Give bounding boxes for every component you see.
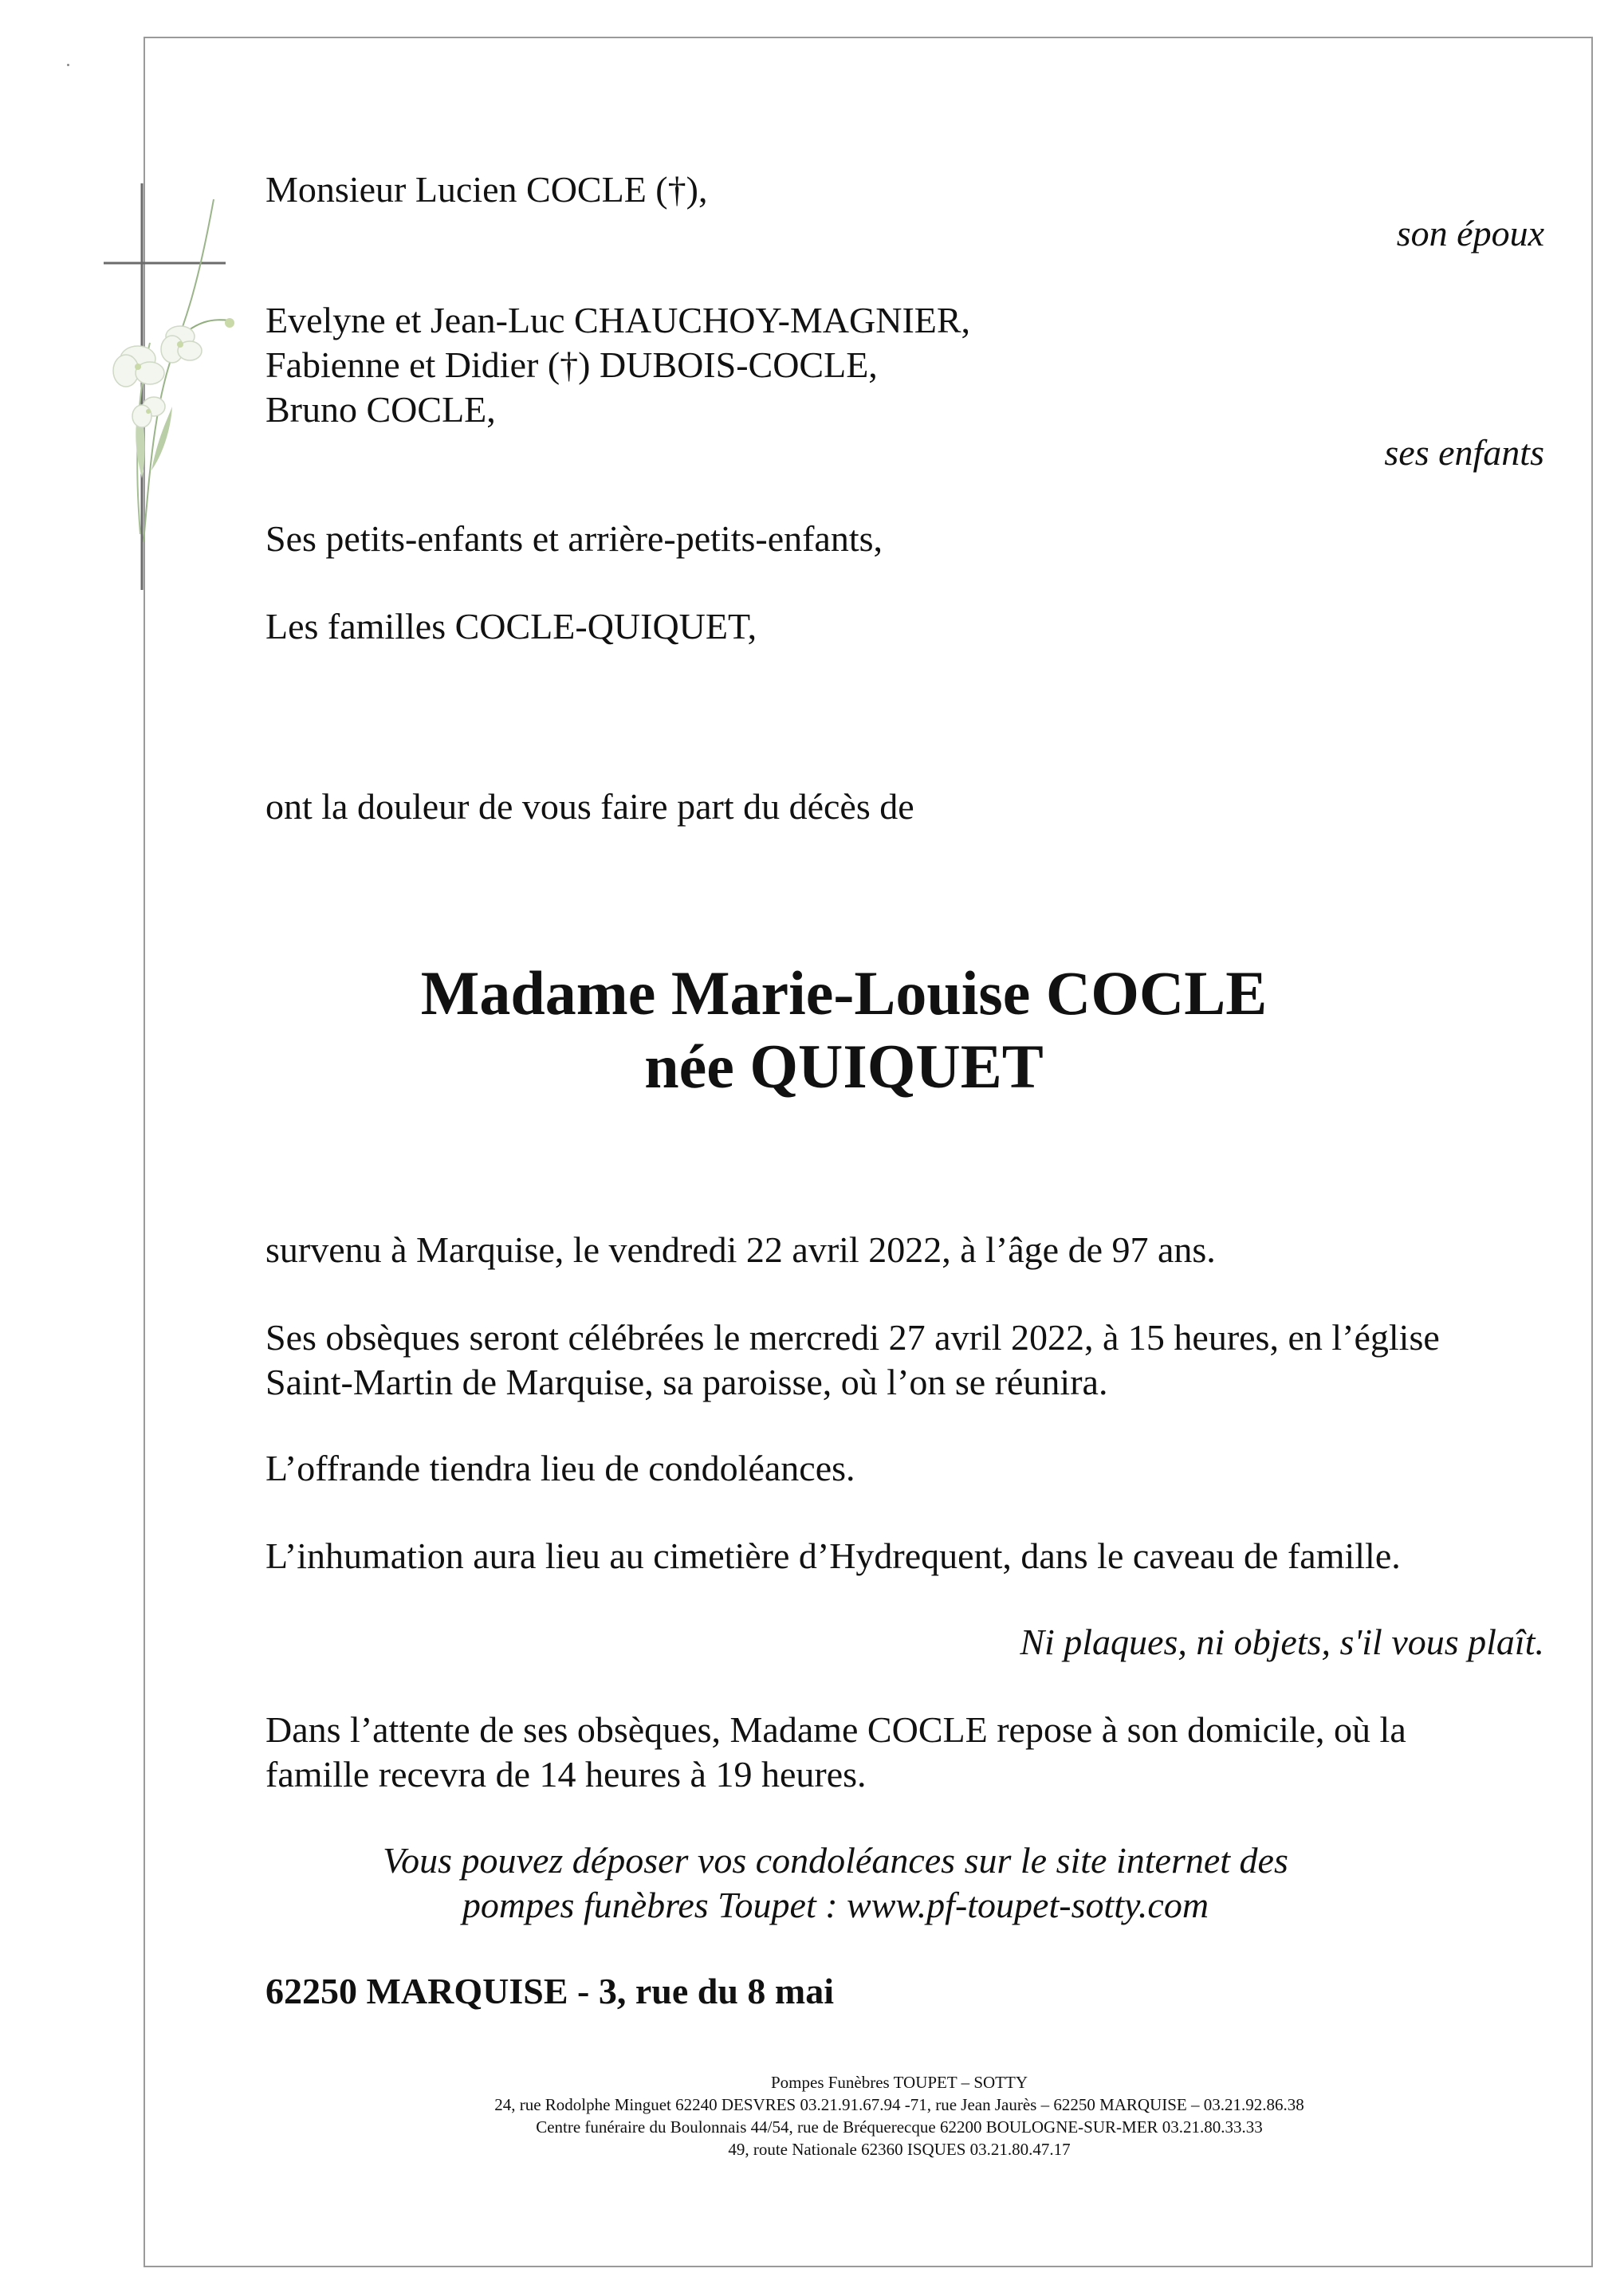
rest-line-1: Dans l’attente de ses obsèques, Madame COCLE repose à son domicile, où la	[265, 1709, 1406, 1750]
rest-line-2: famille recevra de 14 heures à 19 heures.	[265, 1754, 867, 1795]
footer-line-1: 24, rue Rodolphe Minguet 62240 DESVRES 03.21.91.67.94 -71, rue Jean Jaurès – 62250 MARQUISE – 03.21.92.86.38	[494, 2095, 1304, 2114]
husband-line: Monsieur Lucien COCLE (†),	[265, 169, 708, 210]
footer-line-3: 49, route Nationale 62360 ISQUES 03.21.80.47.17	[728, 2140, 1071, 2159]
death-details: survenu à Marquise, le vendredi 22 avril 2022, à l’âge de 97 ans.	[265, 1229, 1216, 1270]
grandchildren-line: Ses petits-enfants et arrière-petits-enfants,	[265, 518, 883, 559]
offering-line: L’offrande tiendra lieu de condoléances.	[265, 1448, 855, 1488]
children-role: ses enfants	[1384, 432, 1544, 473]
cross-flower-icon	[94, 167, 254, 598]
announcement: ont la douleur de vous faire part du décès de	[265, 786, 914, 827]
burial-line: L’inhumation aura lieu au cimetière d’Hydrequent, dans le caveau de famille.	[265, 1535, 1401, 1576]
scan-speck	[67, 64, 69, 66]
condolences-line-2: pompes funèbres Toupet : www.pf-toupet-sotty.com	[462, 1885, 1209, 1925]
footer-company: Pompes Funèbres TOUPET – SOTTY	[770, 2073, 1028, 2092]
funeral-line-2: Saint-Martin de Marquise, sa paroisse, où l’on se réunira.	[265, 1362, 1108, 1402]
child-line-2: Fabienne et Didier (†) DUBOIS-COCLE,	[265, 344, 878, 385]
deceased-maiden-name: née QUIQUET	[644, 1032, 1044, 1101]
families-line: Les familles COCLE-QUIQUET,	[265, 606, 757, 647]
footer-line-2: Centre funéraire du Boulonnais 44/54, rue de Bréquerecque 62200 BOULOGNE-SUR-MER 03.21.80.33.33	[536, 2117, 1263, 2137]
husband-role: son époux	[1396, 213, 1544, 254]
no-plaques-line: Ni plaques, ni objets, s'il vous plaît.	[1020, 1622, 1544, 1662]
address-line: 62250 MARQUISE - 3, rue du 8 mai	[265, 1971, 835, 2011]
deceased-name: Madame Marie-Louise COCLE	[420, 958, 1268, 1028]
funeral-line-1: Ses obsèques seront célébrées le mercredi 27 avril 2022, à 15 heures, en l’église	[265, 1317, 1440, 1358]
child-line-1: Evelyne et Jean-Luc CHAUCHOY-MAGNIER,	[265, 300, 971, 340]
condolences-line-1: Vous pouvez déposer vos condoléances sur le site internet des	[383, 1840, 1288, 1881]
child-line-3: Bruno COCLE,	[265, 389, 496, 430]
